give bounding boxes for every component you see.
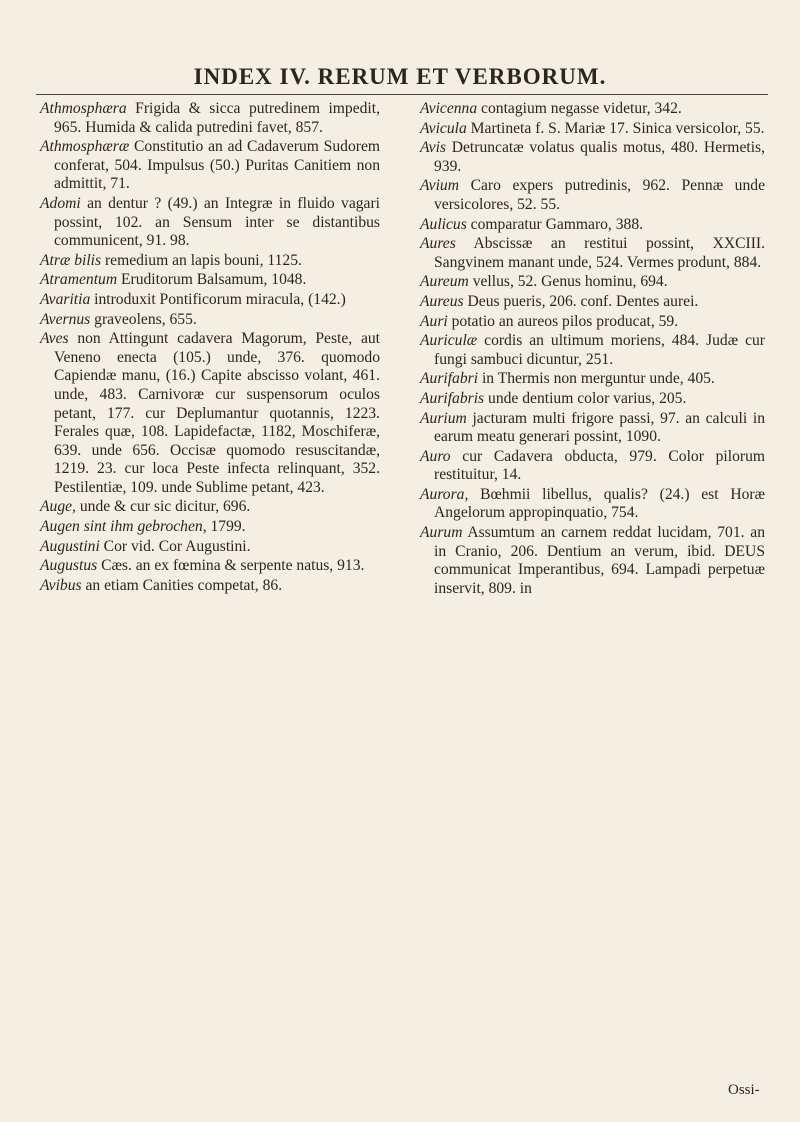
entry-text: Detruncatæ volatus qualis motus, 480. Hermetis, 939. [434,139,765,175]
index-entry [420,120,765,139]
index-entry [420,332,765,369]
index-entry [40,271,380,290]
index-entry [420,273,765,292]
entry-text: Abscissæ an restitui possint, XXCIII. Sangvinem manant unde, 524. Vermes produnt, 884. [434,235,765,271]
index-entry [40,311,380,330]
headword: Auge, [40,498,76,516]
catchword: Ossi- [728,1082,760,1098]
entry-text: vellus, 52. Genus hominu, 694. [468,273,668,291]
entry-text: an etiam Canities competat, 86. [81,576,283,594]
headword: Aurifabri [420,370,479,388]
entry-text: Deus pueris, 206. conf. Dentes aurei. [463,292,699,310]
index-entry [40,100,380,137]
entry-text: jacturam multi frigore passi, 97. an calculi in earum meatu generari possint, 1090. [434,409,765,446]
entry-text: an dentur ? (49.) an Integræ in fluido vagari possint, 102. an Sensum inter se distantibus communicent, 91. 98. [54,194,380,250]
index-entry [40,498,380,517]
index-entry [420,100,765,119]
headword: Augen sint ihm gebrochen, [40,518,207,536]
headword: Aurifabris [420,389,485,407]
headword: Aves [40,330,69,348]
index-entry [420,524,765,598]
entry-text: Martineta f. S. Mariæ 17. Sinica versicolor, 55. [466,119,765,137]
headword: Avernus [40,310,91,328]
index-entry [420,313,765,332]
entry-text: potatio an aureos pilos producat, 59. [447,312,679,330]
headword: Augustini [40,537,100,555]
headword: Aurora, [420,485,469,503]
index-entry [420,235,765,272]
entry-text: remedium an lapis bouni, 1125. [101,251,302,269]
index-entry [40,518,380,537]
index-entry [420,370,765,389]
index-entry [40,138,380,194]
entry-text: Eruditorum Balsamum, 1048. [117,271,307,289]
headword: Atræ bilis [40,251,102,269]
headword: Aurium [420,409,467,427]
index-entry [420,139,765,176]
entry-text: unde & cur sic dicitur, 696. [75,498,251,516]
entry-text: non Attingunt cadavera Magorum, Peste, aut Veneno enecta (105.) unde, 376. quomodo Capiendæ manu, (16.) Capite abscisso volant, 461. unde, 483. Carnivoræ cur suspensorum oculos petant, 177. cur Deplumantur quotannis, 1223. Ferales quæ, 108. Lapidefactæ, 1182, Moschiferæ, 639. unde 656. Occisæ quomodo resuscitandæ, 1219. 23. cur loca Peste infecta relinquant, 352. Pestilentiæ, 109. unde Sublime petant, 423. [54,330,380,496]
entry-text: cur Cadavera obducta, 979. Color pilorum restituitur, 14. [434,447,765,484]
index-entry [420,486,765,523]
headword: Avicenna [420,100,478,117]
entry-text: Bœhmii libellus, qualis? (24.) est Horæ Angelorum appropinquatio, 754. [434,485,765,522]
entry-text: introduxit Pontificorum miracula, (142.) [90,290,346,308]
index-entry [420,390,765,409]
index-entry [40,195,380,251]
index-entry [420,177,765,214]
entry-text: Cæs. an ex fœmina & serpente natus, 913. [97,557,365,575]
headword: Aulicus [420,215,467,233]
headword: Auri [420,312,448,330]
entry-text: Constitutio an ad Cadaverum Sudorem conferat, 504. Impulsus (50.) Puritas Canitiem non admittit, 71. [54,138,380,193]
headword: Avibus [40,576,82,594]
headword: Aureum [420,273,469,291]
index-entry [40,252,380,271]
header-rule [36,94,768,95]
index-entry [40,538,380,557]
headword: Augustus [40,557,98,575]
page-header: INDEX IV. RERUM ET VERBORUM. [193,64,607,89]
entry-text: Assumtum an carnem reddat lucidam, 701. an in Cranio, 206. Dentium an verum, ibid. DEUS communicat Imperantibus, 694. Lampadi perpetuæ inservit, 809. in [434,524,765,597]
index-entry [40,577,380,596]
index-entry [40,557,380,576]
left-column [40,100,380,596]
entry-text: 1799. [206,518,246,536]
entry-text: graveolens, 655. [90,310,197,328]
headword: Avicula [420,119,467,137]
entry-text: Cor vid. Cor Augustini. [99,537,251,555]
headword: Athmosphæræ [40,138,130,156]
headword: Atramentum [40,271,118,289]
headword: Auriculæ [420,332,478,350]
index-entry [420,293,765,312]
headword: Aures [420,235,456,253]
headword: Adomi [40,194,81,212]
index-entry [420,410,765,447]
entry-text: cordis an ultimum moriens, 484. Judæ cur fungi sambuci dicuntur, 251. [434,332,765,368]
headword: Avaritia [40,290,91,308]
entry-text: Frigida & sicca putredinem impedit, 965. Humida & calida putredini favet, 857. [54,100,380,136]
headword: Aureus [420,292,464,310]
headword: Auro [420,447,451,465]
index-entry [420,448,765,485]
headword: Avium [420,177,459,195]
index-entry [420,216,765,235]
entry-text: contagium negasse videtur, 342. [477,100,682,117]
index-entry [40,330,380,497]
headword: Avis [420,139,446,157]
entry-text: Caro expers putredinis, 962. Pennæ unde versicolores, 52. 55. [434,177,765,213]
entry-text: in Thermis non merguntur unde, 405. [478,370,715,388]
headword: Aurum [420,524,463,542]
headword: Athmosphæra [40,100,127,117]
entry-text: unde dentium color varius, 205. [484,389,687,407]
index-entry [40,291,380,310]
entry-text: comparatur Gammaro, 388. [466,215,644,233]
right-column [420,100,765,599]
